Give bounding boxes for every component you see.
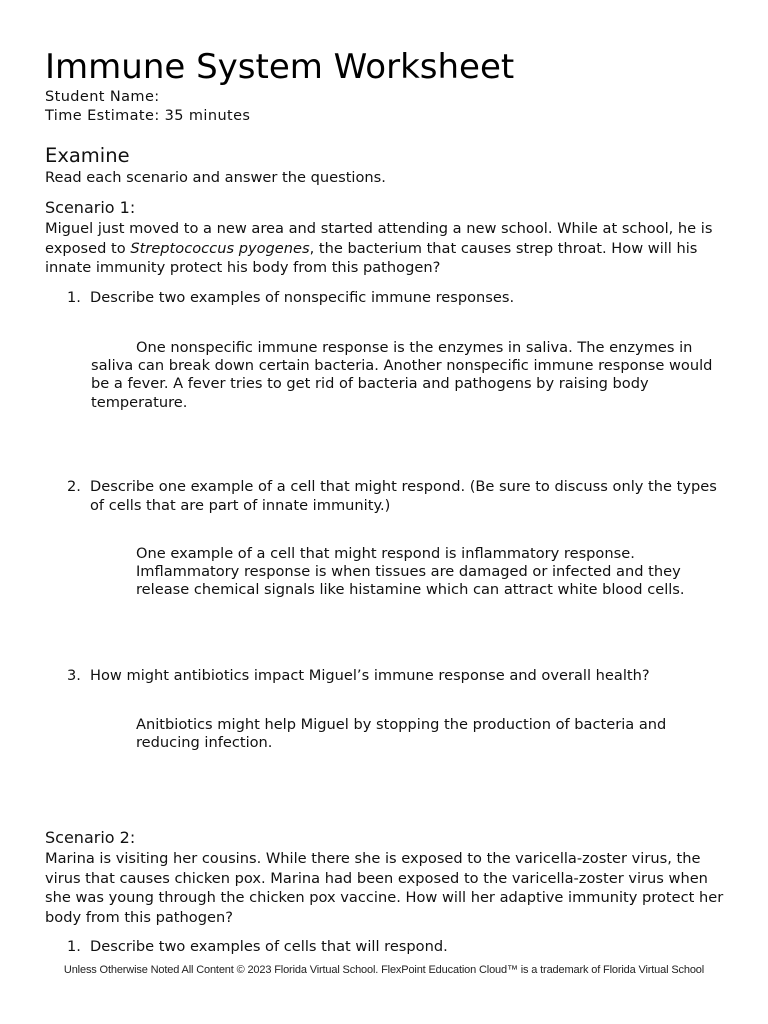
scenario1-question-2 [45,478,725,515]
question-text: Describe one example of a cell that might respond. (Be sure to discuss only the types of cells that are part of innate immunity.) [90,478,717,514]
copyright-footer: Unless Otherwise Noted All Content © 2023 Florida Virtual School. FlexPoint Education Cloud™ is a trademark of Florida Virtual School [63,964,705,976]
scenario1-text [45,219,735,278]
question-number: 3. [67,667,81,684]
scenario2-heading: Scenario 2: [45,828,136,847]
scenario1-answer-3[interactable]: Anitbiotics might help Miguel by stopping the production of bacteria and reducing infection. [136,716,667,752]
scenario1-text-end: , the bacterium that causes strep throat. How will his innate immunity protect his body from this pathogen? [45,239,698,277]
scenario1-question-1 [45,289,725,308]
scenario1-answer-2[interactable]: One example of a cell that might respond is inflammatory response. Imflammatory response is when tissues are damaged or infected and they release chemical signals like histamine which can attract white blood cells. [136,545,685,599]
question-text: How might antibiotics impact Miguel’s immune response and overall health? [90,667,650,684]
worksheet-title: Immune System Worksheet [45,47,515,87]
question-number: 1. [67,289,81,306]
examine-instructions: Read each scenario and answer the questions. [45,169,386,186]
scenario2-question-1 [45,938,725,957]
time-estimate: Time Estimate: 35 minutes [45,108,251,124]
examine-heading: Examine [45,144,130,167]
scenario1-heading: Scenario 1: [45,198,136,217]
student-name-label: Student Name: [45,89,160,105]
pathogen-name: Streptococcus pyogenes [130,239,310,257]
scenario2-text: Marina is visiting her cousins. While there she is exposed to the varicella-zoster virus, the virus that causes chicken pox. Marina had been exposed to the varicella-zoster virus when she was young through the chicken pox vaccine. How will her adaptive immunity protect her body from this pathogen? [45,850,724,926]
question-text: Describe two examples of cells that will respond. [90,938,448,955]
scenario1-answer-1[interactable]: One nonspecific immune response is the enzymes in saliva. The enzymes in saliva can break down certain bacteria. Another nonspecific immune response would be a fever. A fever tries to get rid of bacteria and pathogens by raising body temperature. [91,339,713,411]
question-text: Describe two examples of nonspecific immune responses. [90,289,515,306]
scenario1-question-3 [45,667,725,686]
scenario1-text-start: Miguel just moved to a new area and started attending a new school. While at school, he is exposed to [45,220,713,257]
question-number: 1. [67,938,81,955]
question-number: 2. [67,478,81,495]
